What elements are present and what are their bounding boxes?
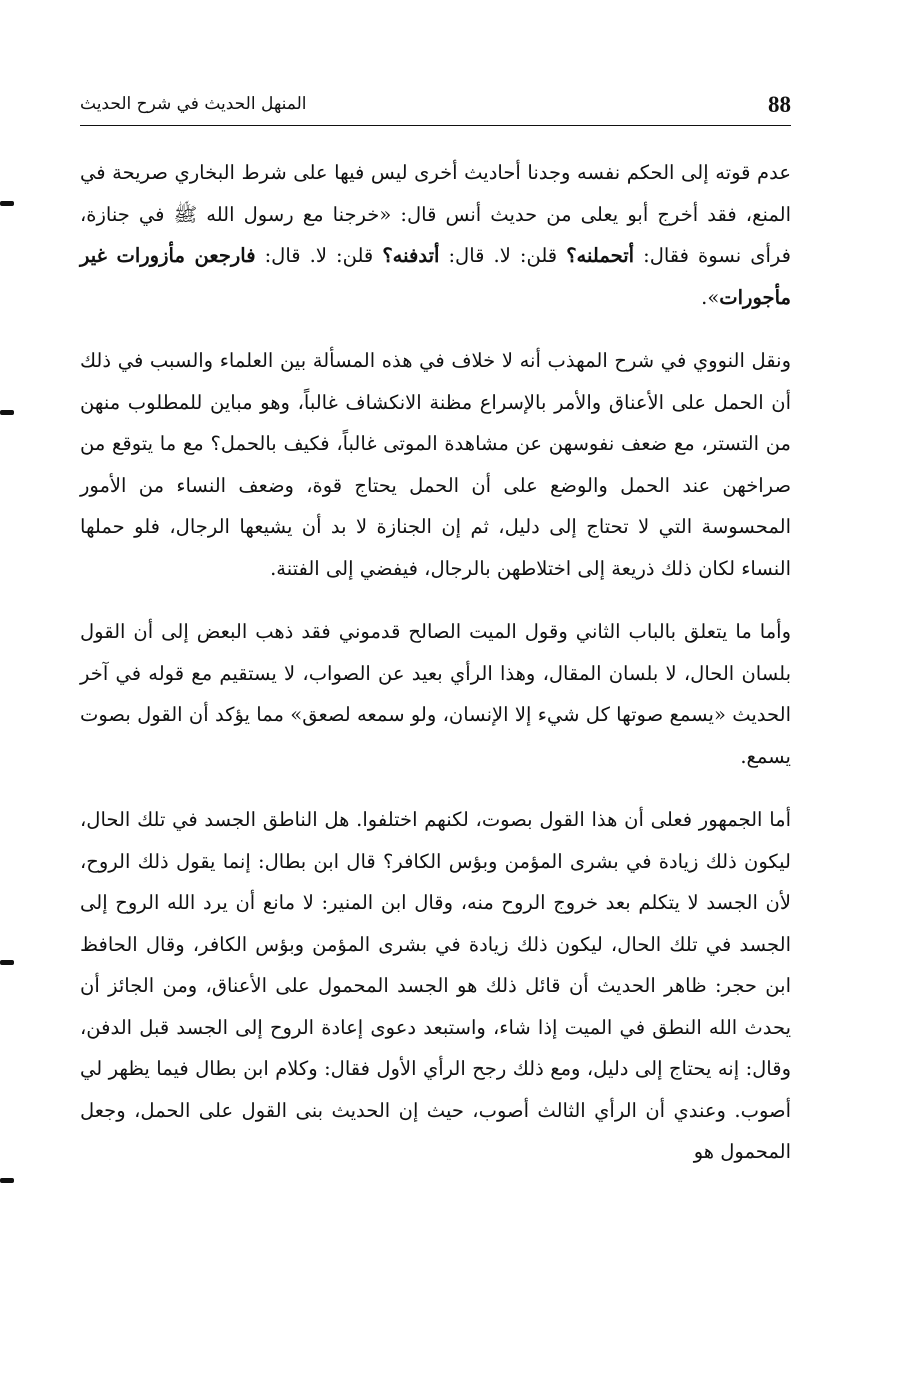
running-title: المنهل الحديث في شرح الحديث [80, 94, 307, 114]
paragraph-text: قلن: لا. قال: [439, 244, 567, 267]
paragraph-text: قلن: لا. قال: [255, 244, 383, 267]
margin-mark [0, 1178, 14, 1183]
page-number: 88 [768, 92, 791, 117]
margin-mark [0, 201, 14, 206]
paragraph-text: ونقل النووي في شرح المهذب أنه لا خلاف في هذه المسألة بين العلماء والسبب في ذلك أن الحمل على الأعناق والأمر بالإسراع مظنة الانكشاف غالباً، وهو مباين للمطلوب منهن من التستر، مع ضعف نفوسهن عن مشاهدة الموتى غالباً، فكيف بالحمل؟ مع ما يتوقع من صراخهن عند الحمل والوضع على أن الحمل يحتاج قوة، وضعف النساء من الأمور المحسوسة التي لا تحتاج إلى دليل، ثم إن الجنازة لا بد أن يشيعها الرجال، فلو حملها النساء لكان ذلك ذريعة إلى اختلاطهن بالرجال، فيفضي إلى الفتنة. [80, 349, 791, 580]
margin-mark [0, 960, 14, 965]
paragraph-text: عدم قوته إلى الحكم نفسه وجدنا أحاديث أخرى ليس فيها على شرط البخاري صريحة في المنع، فقد أخرج أبو يعلى من حديث أنس قال: «خرجنا مع رسول الله ﷺ في جنازة، فرأى نسوة فقال: [80, 161, 791, 267]
paragraph-text: أما الجمهور فعلى أن هذا القول بصوت، لكنهم اختلفوا. هل الناطق الجسد في تلك الحال، ليكون ذلك زيادة في بشرى المؤمن وبؤس الكافر؟ قال ابن بطال: إنما يقول ذلك الروح، لأن الجسد لا يتكلم بعد خروج الروح منه، وقال ابن المنير: لا مانع أن يرد الله الروح إلى الجسد في تلك الحال، ليكون ذلك زيادة في بشرى المؤمن وبؤس الكافر، وقال الحافظ ابن حجر: ظاهر الحديث أن قائل ذلك هو الجسد المحمول على الأعناق، ومن الجائز أن يحدث الله النطق في الميت إذا شاء، واستبعد دعوى إعادة الروح إلى الجسد قبل الدفن، وقال: إنه يحتاج إلى دليل، ومع ذلك رجح الرأي الأول فقال: وكلام ابن بطال فيما يظهر لي أصوب. وعندي أن الرأي الثالث أصوب، حيث إن الحديث بنى القول على الحمل، وجعل المحمول هو [80, 808, 791, 1163]
paragraph [80, 611, 791, 777]
paragraph [80, 799, 791, 1173]
quoted-question: أتدفنه؟ [382, 244, 440, 267]
paragraph-text: ». [701, 285, 720, 309]
paragraph-text: وأما ما يتعلق بالباب الثاني وقول الميت الصالح قدموني فقد ذهب البعض إلى أن القول بلسان الحال، لا بلسان المقال، وهذا الرأي بعيد عن الصواب، لا يستقيم مع قوله في آخر الحديث «يسمع صوتها كل شيء إلا الإنسان، ولو سمعه لصعق» مما يؤكد أن القول بصوت يسمع. [80, 620, 791, 768]
header-rule [80, 125, 791, 126]
paragraph [80, 340, 791, 589]
paragraph [80, 152, 791, 318]
quoted-question: أتحملنه؟ [566, 244, 635, 267]
quoted-saying: فارجعن مأزورات غير مأجورات [80, 244, 791, 309]
margin-mark [0, 410, 14, 415]
body-text [80, 152, 791, 1173]
page-header [80, 88, 791, 128]
